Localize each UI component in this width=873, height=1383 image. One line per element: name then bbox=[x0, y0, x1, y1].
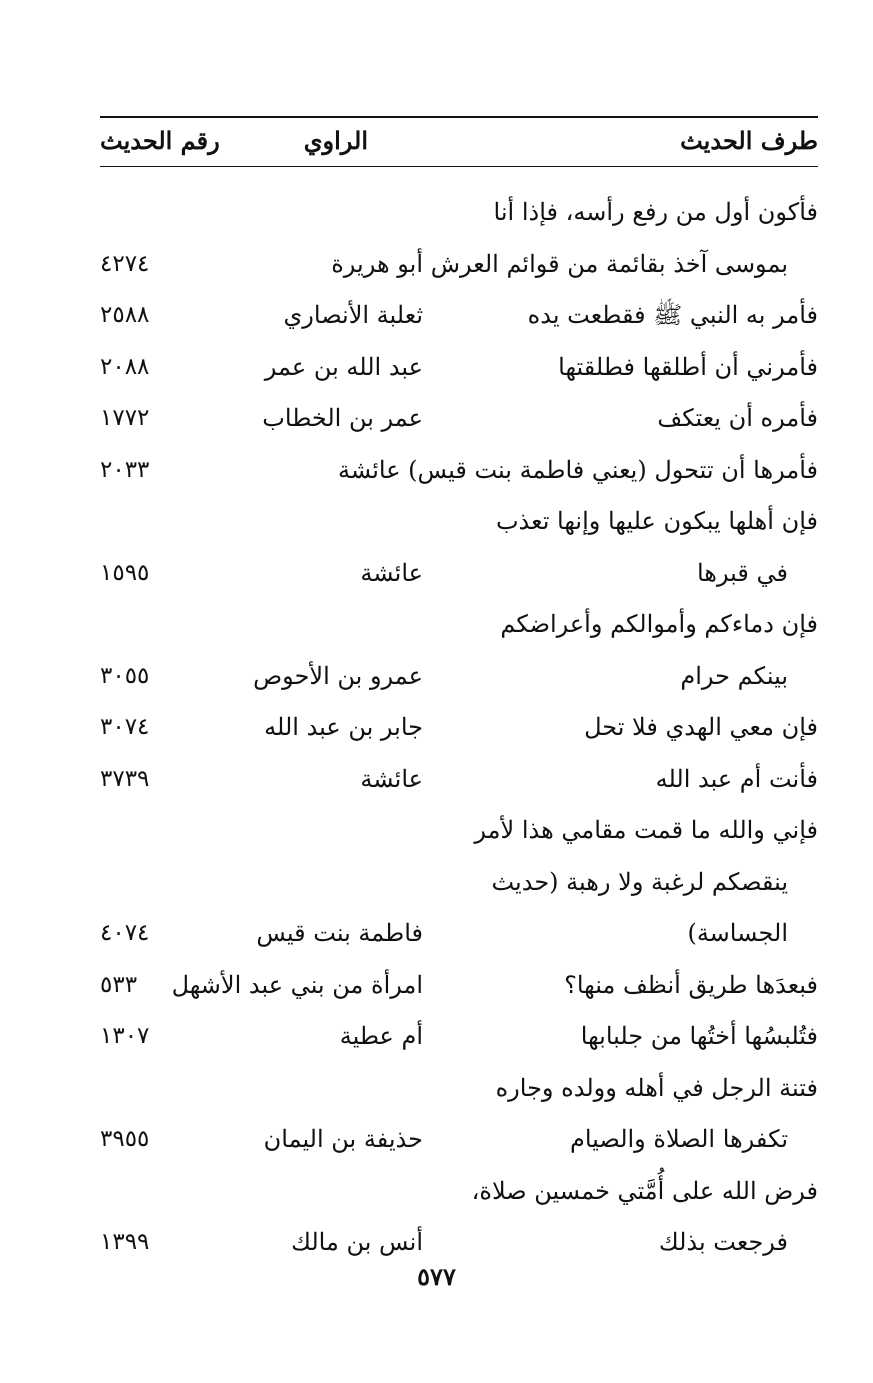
hadith-text: فإن معي الهدي فلا تحل bbox=[584, 713, 818, 741]
narrator: عمرو بن الأحوص bbox=[253, 661, 423, 690]
hadith-number: ١٧٧٢ bbox=[100, 405, 150, 431]
table-row bbox=[100, 553, 818, 605]
header-hadith-text: طرف الحديث bbox=[680, 126, 818, 155]
narrator: فاطمة بنت قيس bbox=[256, 919, 423, 947]
table-row bbox=[100, 295, 818, 347]
hadith-number: ٣٧٣٩ bbox=[100, 765, 150, 792]
table-row bbox=[100, 913, 818, 965]
table-row bbox=[100, 398, 818, 450]
table-row bbox=[100, 244, 818, 296]
table-row bbox=[100, 1068, 818, 1120]
hadith-text: فأمره أن يعتكف bbox=[657, 404, 818, 432]
table-row bbox=[100, 604, 818, 656]
hadith-number: ٤٢٧٤ bbox=[100, 250, 150, 277]
narrator: امرأة من بني عبد الأشهل bbox=[171, 970, 423, 999]
hadith-number: ٢٠٣٣ bbox=[100, 456, 150, 483]
table-row bbox=[100, 192, 818, 244]
header-rule bbox=[100, 166, 818, 167]
hadith-number: ٢٠٨٨ bbox=[100, 353, 150, 380]
header-hadith-number: رقم الحديث bbox=[100, 126, 220, 155]
narrator: ثعلبة الأنصاري bbox=[283, 301, 423, 329]
table-header bbox=[100, 126, 818, 164]
hadith-text: الجساسة) bbox=[687, 919, 788, 947]
hadith-text: فأمرني أن أطلقها فطلقتها bbox=[558, 352, 818, 381]
hadith-number: ٤٠٧٤ bbox=[100, 920, 150, 946]
hadith-number: ٣٩٥٥ bbox=[100, 1126, 150, 1152]
hadith-number: ١٣٠٧ bbox=[100, 1023, 150, 1049]
hadith-text: ينقصكم لرغبة ولا رهبة (حديث bbox=[491, 867, 788, 896]
narrator: حذيفة بن اليمان bbox=[263, 1125, 423, 1153]
hadith-text: فتُلبسُها أختُها من جلبابها bbox=[580, 1022, 818, 1050]
narrator: أبو هريرة bbox=[331, 249, 423, 278]
table-row bbox=[100, 810, 818, 862]
hadith-text: بينكم حرام bbox=[680, 661, 788, 690]
hadith-text: فبعدَها طريق أنظف منها؟ bbox=[564, 970, 818, 999]
narrator: أم عطية bbox=[339, 1022, 423, 1050]
narrator: عائشة bbox=[360, 558, 423, 587]
page-number: ٥٧٧ bbox=[417, 1262, 456, 1291]
hadith-text: فرض الله على أُمَّتي خمسين صلاة، bbox=[471, 1176, 818, 1205]
hadith-number: ١٣٩٩ bbox=[100, 1229, 150, 1255]
hadith-number: ٥٣٣ bbox=[100, 971, 138, 998]
hadith-text: تكفرها الصلاة والصيام bbox=[569, 1125, 788, 1153]
header-narrator: الراوي bbox=[303, 126, 368, 155]
table-row bbox=[100, 1171, 818, 1223]
hadith-number: ١٥٩٥ bbox=[100, 559, 150, 586]
table-row bbox=[100, 656, 818, 708]
narrator: عبد الله بن عمر bbox=[264, 352, 423, 381]
narrator: جابر بن عبد الله bbox=[264, 713, 423, 741]
narrator: عائشة bbox=[360, 764, 423, 793]
hadith-text: فتنة الرجل في أهله وولده وجاره bbox=[495, 1073, 818, 1102]
hadith-text: بموسى آخذ بقائمة من قوائم العرش bbox=[430, 249, 788, 278]
table-row bbox=[100, 862, 818, 914]
hadith-text: فأمرها أن تتحول (يعني فاطمة بنت قيس) عائشة bbox=[337, 455, 818, 484]
hadith-text: في قبرها bbox=[696, 558, 788, 587]
table-row bbox=[100, 450, 818, 502]
top-rule bbox=[100, 116, 818, 118]
table-row bbox=[100, 501, 818, 553]
hadith-text: فإن أهلها يبكون عليها وإنها تعذب bbox=[495, 507, 818, 535]
narrator: أنس بن مالك bbox=[291, 1228, 423, 1256]
hadith-text: فرجعت بذلك bbox=[658, 1228, 788, 1256]
hadith-number: ٢٥٨٨ bbox=[100, 302, 150, 328]
hadith-text: فأمر به النبي ﷺ فقطعت يده bbox=[527, 301, 818, 329]
hadith-text: فإني والله ما قمت مقامي هذا لأمر bbox=[474, 816, 818, 844]
index-page bbox=[100, 116, 818, 1316]
table-row bbox=[100, 965, 818, 1017]
table-row bbox=[100, 1016, 818, 1068]
table-row bbox=[100, 347, 818, 399]
table-row bbox=[100, 1119, 818, 1171]
narrator: عمر بن الخطاب bbox=[262, 404, 423, 432]
table-row bbox=[100, 759, 818, 811]
hadith-text: فإن دماءكم وأموالكم وأعراضكم bbox=[500, 610, 818, 638]
hadith-text: فأنت أم عبد الله bbox=[655, 764, 818, 793]
hadith-number: ٣٠٥٥ bbox=[100, 662, 150, 689]
table-row bbox=[100, 707, 818, 759]
hadith-text: فأكون أول من رفع رأسه، فإذا أنا bbox=[493, 198, 818, 226]
hadith-number: ٣٠٧٤ bbox=[100, 714, 150, 740]
